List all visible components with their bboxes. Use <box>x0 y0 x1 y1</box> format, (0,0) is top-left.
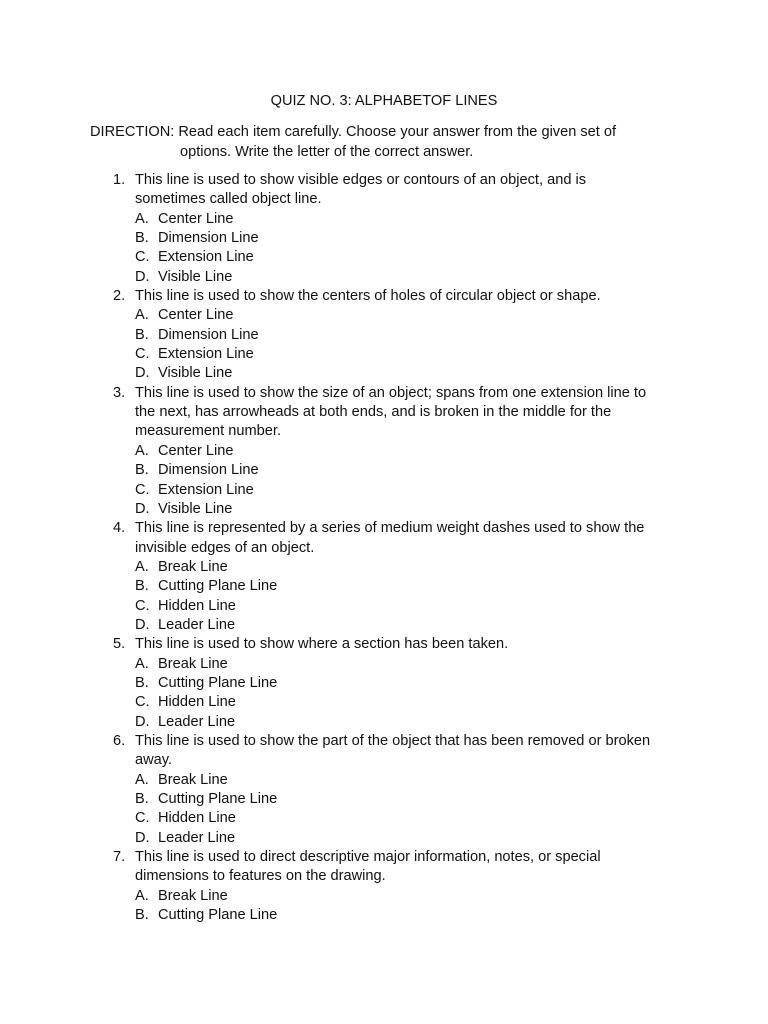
answer-option <box>0 771 768 790</box>
question-number: 4. <box>113 520 126 537</box>
question-number: 2. <box>113 288 126 305</box>
option-text: Visible Line <box>158 268 233 285</box>
question-item <box>0 732 768 848</box>
option-text: Extension Line <box>158 346 254 363</box>
question-text-row <box>0 519 768 538</box>
direction-block <box>90 122 670 162</box>
option-text: Extension Line <box>158 249 254 266</box>
option-text: Break Line <box>158 771 228 788</box>
option-text: Extension Line <box>158 481 254 498</box>
question-text: This line is used to show the part of the object that has been removed or broken <box>135 732 651 749</box>
option-text: Center Line <box>158 442 234 459</box>
option-text: Cutting Plane Line <box>158 578 278 595</box>
answer-option <box>0 809 768 828</box>
question-text: This line is represented by a series of medium weight dashes used to show the <box>135 520 645 537</box>
direction-first-line <box>90 122 670 142</box>
question-number: 3. <box>113 384 126 401</box>
answer-option <box>0 345 768 364</box>
option-letter: A. <box>135 210 149 227</box>
answer-option <box>0 306 768 325</box>
option-text: Dimension Line <box>158 326 259 343</box>
answer-option <box>0 500 768 519</box>
question-text-row <box>0 422 768 441</box>
question-text-row <box>0 751 768 770</box>
option-letter: D. <box>135 616 150 633</box>
option-letter: C. <box>135 346 150 363</box>
option-text: Cutting Plane Line <box>158 674 278 691</box>
option-text: Leader Line <box>158 713 236 730</box>
option-letter: C. <box>135 810 150 827</box>
option-letter: C. <box>135 597 150 614</box>
option-letter: B. <box>135 462 149 479</box>
option-letter: B. <box>135 674 149 691</box>
question-item <box>0 635 768 732</box>
option-letter: B. <box>135 326 149 343</box>
answer-option <box>0 210 768 229</box>
question-text-row <box>0 867 768 886</box>
option-letter: D. <box>135 268 150 285</box>
question-list <box>0 171 768 925</box>
answer-option <box>0 481 768 500</box>
answer-option <box>0 248 768 267</box>
option-text: Break Line <box>158 887 228 904</box>
answer-option <box>0 364 768 383</box>
question-text: This line is used to show visible edges or contours of an object, and is <box>135 172 587 188</box>
question-text: dimensions to features on the drawing. <box>135 868 386 885</box>
option-text: Cutting Plane Line <box>158 907 278 924</box>
question-number: 5. <box>113 636 126 653</box>
option-letter: A. <box>135 442 149 459</box>
option-text: Center Line <box>158 210 234 227</box>
answer-option <box>0 887 768 906</box>
option-letter: B. <box>135 578 149 595</box>
option-letter: D. <box>135 829 150 846</box>
option-text: Hidden Line <box>158 694 236 711</box>
question-item <box>0 287 768 384</box>
option-text: Leader Line <box>158 829 236 846</box>
direction-text-line-1: Read each item carefully. Choose your answer from the given set of <box>178 124 617 140</box>
option-text: Visible Line <box>158 500 233 517</box>
question-text-row <box>0 403 768 422</box>
answer-option <box>0 674 768 693</box>
answer-option <box>0 713 768 732</box>
question-item <box>0 171 768 287</box>
option-letter: A. <box>135 771 149 788</box>
question-item <box>0 848 768 925</box>
answer-option <box>0 693 768 712</box>
question-text: sometimes called object line. <box>135 191 322 208</box>
question-text-row <box>0 287 768 306</box>
direction-text-line-2: options. Write the letter of the correct answer. <box>180 144 474 160</box>
question-text-row <box>0 848 768 867</box>
answer-option <box>0 558 768 577</box>
option-text: Cutting Plane Line <box>158 791 278 807</box>
question-text: the next, has arrowheads at both ends, and is broken in the middle for the <box>135 404 612 421</box>
question-text: This line is used to direct descriptive major information, notes, or special <box>135 849 601 866</box>
option-letter: B. <box>135 230 149 247</box>
option-text: Break Line <box>158 558 228 575</box>
answer-option <box>0 268 768 287</box>
answer-option <box>0 461 768 480</box>
option-letter: B. <box>135 791 149 807</box>
question-text-row <box>0 384 768 403</box>
question-number: 1. <box>113 172 126 188</box>
question-item <box>0 519 768 635</box>
option-letter: C. <box>135 249 150 266</box>
answer-option <box>0 616 768 635</box>
question-text-row <box>0 190 768 209</box>
answer-option <box>0 577 768 596</box>
answer-option <box>0 655 768 674</box>
answer-option <box>0 790 768 809</box>
question-text-row <box>0 635 768 654</box>
question-text: invisible edges of an object. <box>135 539 315 556</box>
answer-option <box>0 597 768 616</box>
option-text: Break Line <box>158 655 228 672</box>
question-text-row <box>0 171 768 190</box>
answer-option <box>0 229 768 248</box>
question-text: away. <box>135 752 173 769</box>
option-text: Hidden Line <box>158 810 236 827</box>
option-letter: A. <box>135 887 149 904</box>
question-number: 7. <box>113 849 126 866</box>
option-text: Dimension Line <box>158 462 259 479</box>
answer-option <box>0 326 768 345</box>
option-letter: B. <box>135 907 149 924</box>
answer-option <box>0 906 768 925</box>
page-title: QUIZ NO. 3: ALPHABETOF LINES <box>270 93 498 109</box>
option-letter: D. <box>135 500 150 517</box>
option-text: Center Line <box>158 307 234 324</box>
option-text: Hidden Line <box>158 597 236 614</box>
option-letter: C. <box>135 694 150 711</box>
question-text-row <box>0 732 768 751</box>
question-text: measurement number. <box>135 423 282 440</box>
option-letter: A. <box>135 558 149 575</box>
option-letter: A. <box>135 655 149 672</box>
option-letter: D. <box>135 713 150 730</box>
question-item <box>0 384 768 519</box>
option-letter: C. <box>135 481 150 498</box>
answer-option <box>0 442 768 461</box>
question-number: 6. <box>113 732 126 749</box>
option-text: Visible Line <box>158 365 233 382</box>
question-text: This line is used to show the size of an object; spans from one extension line to <box>135 384 647 401</box>
option-text: Leader Line <box>158 616 236 633</box>
direction-label: DIRECTION: <box>90 124 175 140</box>
question-text-row <box>0 539 768 558</box>
option-letter: D. <box>135 365 150 382</box>
answer-option <box>0 829 768 848</box>
question-text: This line is used to show the centers of holes of circular object or shape. <box>135 288 601 305</box>
question-text: This line is used to show where a section has been taken. <box>135 636 509 653</box>
option-letter: A. <box>135 307 149 324</box>
option-text: Dimension Line <box>158 230 259 247</box>
